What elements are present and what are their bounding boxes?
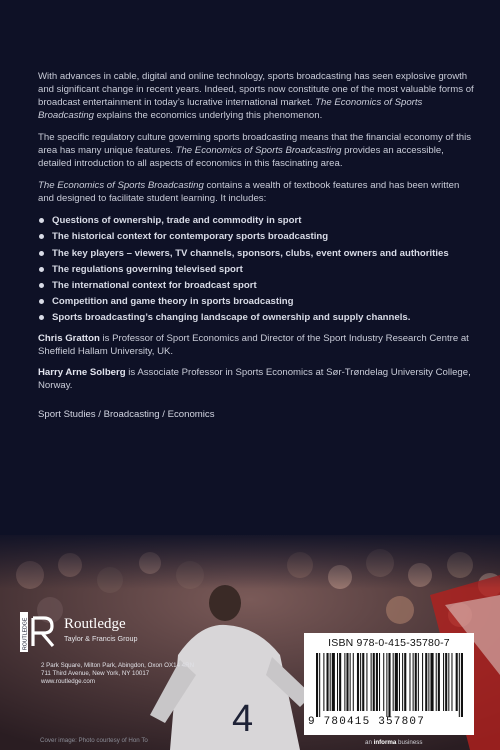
barcode-bar — [456, 653, 458, 711]
barcode-bar — [445, 653, 447, 711]
address-line: 711 Third Avenue, New York, NY 10017 — [41, 670, 150, 678]
barcode-bar — [402, 653, 403, 711]
barcode-icon — [314, 653, 464, 717]
barcode-bar — [459, 653, 460, 717]
barcode-bar — [360, 653, 361, 711]
list-item: Competition and game theory in sports broadcasting — [38, 295, 474, 308]
barcode-bar — [376, 653, 378, 711]
publisher-group: Taylor & Francis Group — [64, 634, 138, 643]
list-item: Questions of ownership, trade and commodity in sport — [38, 214, 474, 227]
barcode-bar — [422, 653, 423, 711]
barcode-bar — [330, 653, 331, 711]
barcode-bar — [346, 653, 348, 711]
barcode-bar — [357, 653, 359, 711]
p3-tail: contains a wealth of textbook features and has been written and designed to facilitate student learning. It includes: — [38, 180, 460, 205]
routledge-logo-icon — [20, 612, 60, 652]
blurb-text — [38, 70, 474, 430]
address-line: 2 Park Square, Milton Park, Abingdon, Oxon OX14 4RN — [41, 662, 195, 669]
photo-credit: Cover image: Photo courtesy of Hon To — [40, 737, 148, 744]
barcode-bar — [448, 653, 449, 711]
barcode-bar — [337, 653, 338, 711]
blurb-paragraph-2 — [38, 131, 474, 170]
barcode-bar — [395, 653, 398, 711]
barcode-bar — [436, 653, 437, 711]
list-item: The international context for broadcast sport — [38, 279, 474, 292]
barcode-bar — [386, 653, 387, 717]
barcode-bar — [393, 653, 394, 711]
barcode-bar — [443, 653, 444, 711]
p2-tail: provides an accessible, detailed introduction to all aspects of economics in this fascinating area. — [38, 145, 444, 170]
publisher-block — [20, 612, 280, 692]
author-name: Harry Arne Solberg — [38, 366, 126, 378]
author-bio-1 — [38, 332, 474, 358]
barcode-bar — [451, 653, 452, 711]
barcode-bar — [373, 653, 375, 711]
p1-text: With advances in cable, digital and online technology, sports broadcasting has seen explosive growth and significant change in recent years. Indeed, sports now constitute one of the most valuable forms of broadcast entertainment in today’s lucrative international market. — [38, 71, 474, 109]
barcode-bar — [371, 653, 372, 711]
informa-brand: informa — [373, 739, 397, 746]
p3-title: The Economics of Sports Broadcasting — [38, 180, 204, 192]
barcode-bar — [409, 653, 410, 711]
barcode-bar — [344, 653, 345, 711]
barcode-bar — [415, 653, 417, 711]
barcode-bar — [430, 653, 433, 711]
barcode-bar — [379, 653, 380, 711]
barcode-bar — [428, 653, 429, 711]
publisher-address — [41, 662, 194, 686]
barcode-bar — [353, 653, 354, 711]
barcode-bar — [399, 653, 400, 711]
list-item: The historical context for contemporary sports broadcasting — [38, 230, 474, 243]
author-bio: is Professor of Sport Economics and Director of the Sport Industry Research Centre at Sheffield Hallam University, UK. — [38, 332, 469, 357]
barcode-bar — [438, 653, 440, 711]
barcode-bar — [461, 653, 463, 717]
blurb-paragraph-3 — [38, 179, 474, 205]
barcode-bar — [350, 653, 351, 711]
barcode-panel — [304, 633, 474, 735]
barcode-bar — [418, 653, 419, 711]
barcode-bar — [316, 653, 318, 717]
blurb-paragraph-1 — [38, 70, 474, 122]
barcode-bar — [388, 653, 390, 717]
barcode-bar — [339, 653, 341, 711]
subject-categories: Sport Studies / Broadcasting / Economics — [38, 408, 215, 420]
p2-text: The specific regulatory culture governing sports broadcasting means that the financial economy of this area has many unique features. — [38, 132, 472, 157]
publisher-name: Routledge — [64, 616, 126, 632]
barcode-digits: 9 780415 357807 — [308, 716, 426, 728]
barcode-bar — [425, 653, 427, 711]
list-item: Sports broadcasting’s changing landscape of ownership and supply channels. — [38, 311, 474, 324]
informa-suffix: business — [396, 739, 423, 746]
barcode-bar — [319, 653, 320, 717]
barcode-bar — [332, 653, 335, 711]
informa-tagline — [365, 739, 422, 746]
informa-prefix: an — [365, 739, 374, 746]
author-bio: is Associate Professor in Sports Economics at Sør-Trøndelag University College, Norway. — [38, 366, 471, 391]
barcode-bar — [327, 653, 329, 711]
p2-title: The Economics of Sports Broadcasting — [175, 145, 342, 157]
list-item: The regulations governing televised sport — [38, 263, 474, 276]
p1-title: The Economics of Sports Broadcasting — [38, 97, 423, 122]
barcode-bar — [413, 653, 414, 711]
features-list — [38, 214, 474, 323]
barcode-bar — [362, 653, 364, 711]
author-bio-2 — [38, 366, 474, 392]
website: www.routledge.com — [41, 678, 95, 686]
isbn-label: ISBN 978-0-415-35780-7 — [328, 637, 450, 649]
barcode-bar — [404, 653, 406, 711]
barcode-bar — [366, 653, 367, 711]
logo-vertical-text: ROUTLEDGE — [22, 617, 29, 650]
barcode-bar — [323, 653, 324, 711]
barcode-bar — [383, 653, 384, 711]
author-name: Chris Gratton — [38, 332, 100, 344]
p1-tail: explains the economics underlying this phenomenon. — [94, 110, 323, 122]
list-item: The key players – viewers, TV channels, sponsors, clubs, event owners and authorities — [38, 247, 474, 260]
